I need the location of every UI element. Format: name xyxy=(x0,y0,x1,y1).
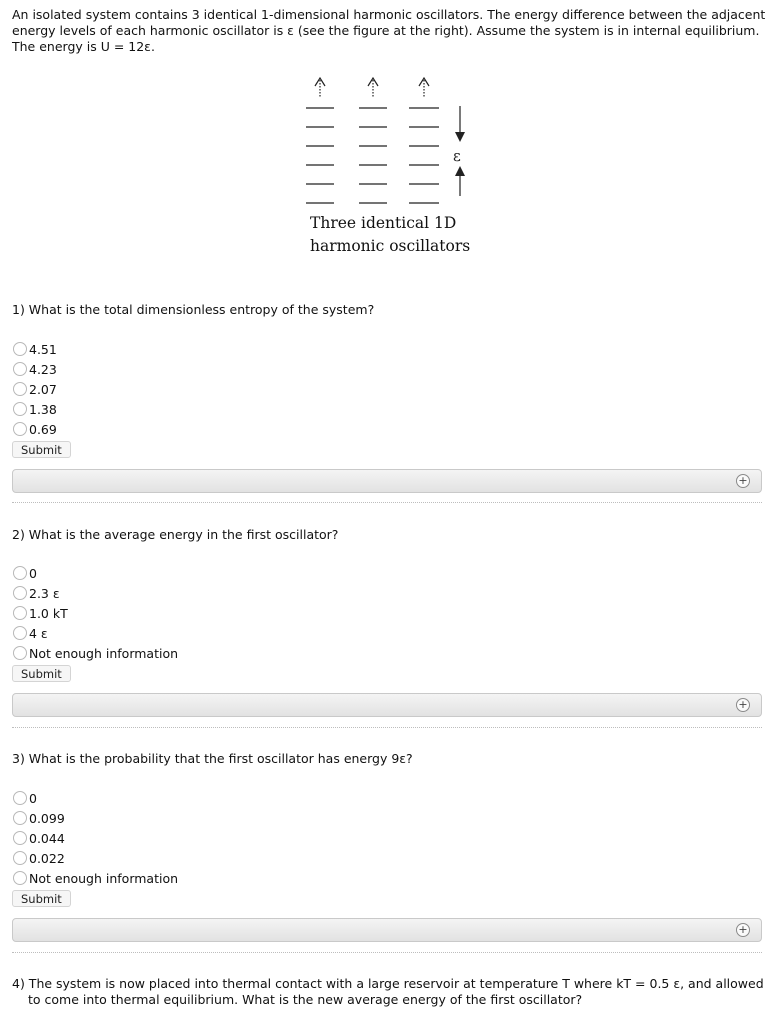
arrow-head-3 xyxy=(419,78,429,86)
option-label: 0.022 xyxy=(29,850,65,866)
question-2-options xyxy=(13,563,178,663)
question-3-option[interactable] xyxy=(13,868,178,888)
option-label: 0 xyxy=(29,565,37,581)
expand-plus-icon[interactable]: + xyxy=(736,698,750,712)
question-2-option[interactable] xyxy=(13,643,178,663)
question-3-feedback-bar[interactable] xyxy=(12,918,762,942)
option-label: 1.0 kT xyxy=(29,605,68,621)
question-2-option[interactable] xyxy=(13,563,178,583)
figure-caption xyxy=(310,212,480,258)
question-2-option[interactable] xyxy=(13,623,178,643)
radio-button[interactable] xyxy=(13,811,27,825)
radio-button[interactable] xyxy=(13,382,27,396)
question-3-option[interactable] xyxy=(13,808,178,828)
option-label: 0.099 xyxy=(29,810,65,826)
question-1-option[interactable] xyxy=(13,419,57,439)
question-1-options xyxy=(13,339,57,439)
question-3-options xyxy=(13,788,178,888)
question-3-prompt: 3) What is the probability that the first oscillator has energy 9ε? xyxy=(12,751,413,766)
option-label: 2.3 ε xyxy=(29,585,60,601)
radio-button[interactable] xyxy=(13,422,27,436)
option-label: 4 ε xyxy=(29,625,48,641)
radio-button[interactable] xyxy=(13,402,27,416)
arrow-head-2 xyxy=(368,78,378,86)
option-label: 4.23 xyxy=(29,361,57,377)
question-2-submit-button[interactable]: Submit xyxy=(12,665,71,682)
intro-line-1: An isolated system contains 3 identical 1-dimensional harmonic oscillators. The energy difference between the adjacent xyxy=(12,7,766,22)
radio-button[interactable] xyxy=(13,606,27,620)
question-4-prompt-line-1: 4) The system is now placed into thermal contact with a large reservoir at temperature T where kT = 0.5 ε, and allowed xyxy=(12,976,764,991)
question-2-prompt: 2) What is the average energy in the first oscillator? xyxy=(12,527,339,542)
question-2-option[interactable] xyxy=(13,583,178,603)
radio-button[interactable] xyxy=(13,586,27,600)
question-2-option[interactable] xyxy=(13,603,178,623)
option-label: Not enough information xyxy=(29,870,179,886)
radio-button[interactable] xyxy=(13,362,27,376)
option-label: 2.07 xyxy=(29,381,57,397)
question-3-option[interactable] xyxy=(13,828,178,848)
radio-button[interactable] xyxy=(13,791,27,805)
arrow-head-1 xyxy=(315,78,325,86)
problem-statement xyxy=(12,7,767,55)
radio-button[interactable] xyxy=(13,851,27,865)
figure-caption-line-2: harmonic oscillators xyxy=(310,237,471,255)
expand-plus-icon[interactable]: + xyxy=(736,923,750,937)
option-label: 0.69 xyxy=(29,421,57,437)
question-3-submit-button[interactable]: Submit xyxy=(12,890,71,907)
question-4-prompt-line-2: to come into thermal equilibrium. What is the new average energy of the first oscillator? xyxy=(28,992,583,1007)
question-1-submit-button[interactable]: Submit xyxy=(12,441,71,458)
question-3-option[interactable] xyxy=(13,788,178,808)
question-1-option[interactable] xyxy=(13,399,57,419)
epsilon-label: ε xyxy=(453,147,461,165)
intro-line-2: energy levels of each harmonic oscillator is ε (see the figure at the right). Assume the system is in internal equilibrium. xyxy=(12,23,760,38)
question-1-option[interactable] xyxy=(13,379,57,399)
option-label: 0 xyxy=(29,790,37,806)
figure-caption-line-1: Three identical 1D xyxy=(310,214,457,232)
energy-level-diagram xyxy=(300,72,480,212)
question-3-option[interactable] xyxy=(13,848,178,868)
option-label: 1.38 xyxy=(29,401,57,417)
radio-button[interactable] xyxy=(13,831,27,845)
radio-button[interactable] xyxy=(13,342,27,356)
radio-button[interactable] xyxy=(13,871,27,885)
expand-plus-icon[interactable]: + xyxy=(736,474,750,488)
oscillator-figure xyxy=(300,72,480,262)
intro-line-3: The energy is U = 12ε. xyxy=(12,39,155,54)
radio-button[interactable] xyxy=(13,646,27,660)
radio-button[interactable] xyxy=(13,626,27,640)
radio-button[interactable] xyxy=(13,566,27,580)
question-1-prompt: 1) What is the total dimensionless entropy of the system? xyxy=(12,302,375,317)
question-4-prompt xyxy=(12,976,767,1008)
question-1-option[interactable] xyxy=(13,339,57,359)
question-1-feedback-bar[interactable] xyxy=(12,469,762,493)
question-1-option[interactable] xyxy=(13,359,57,379)
divider xyxy=(12,952,762,953)
divider xyxy=(12,727,762,728)
divider xyxy=(12,502,762,503)
option-label: 0.044 xyxy=(29,830,65,846)
question-2-feedback-bar[interactable] xyxy=(12,693,762,717)
option-label: Not enough information xyxy=(29,645,179,661)
option-label: 4.51 xyxy=(29,341,57,357)
